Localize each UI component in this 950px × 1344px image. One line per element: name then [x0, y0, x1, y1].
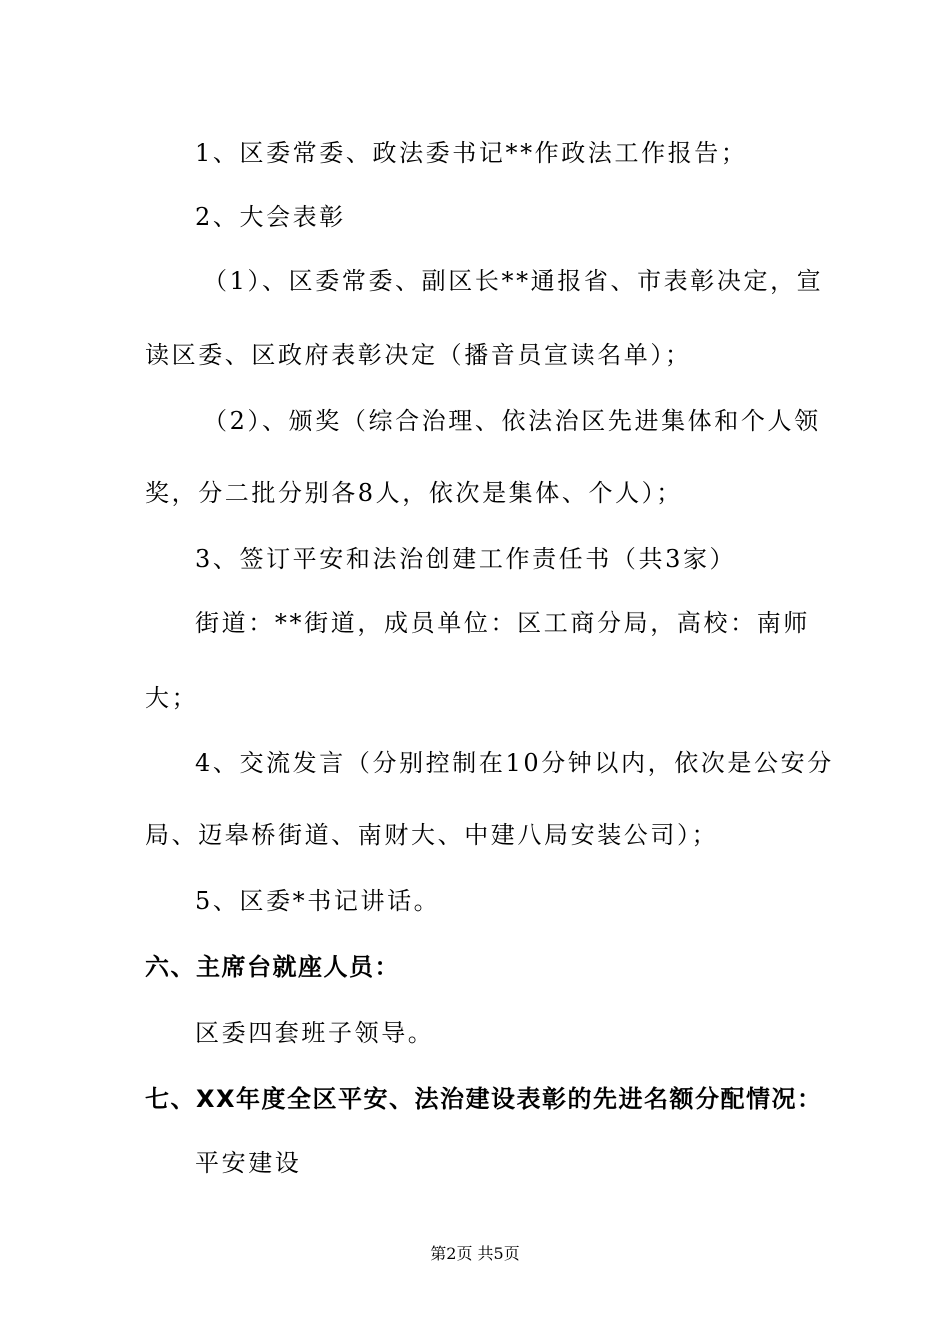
agenda-item-2-2-line-2: 奖，分二批分别各8人，依次是集体、个人）； — [145, 479, 683, 507]
page-number-footer: 第2页 共5页 — [430, 1244, 520, 1263]
agenda-item-2-2-line-1: （2）、颁奖（综合治理、依法治区先进集体和个人领 — [203, 407, 821, 435]
section-six-body: 区委四套班子领导。 — [195, 1019, 435, 1047]
agenda-item-3-detail-line-1: 街道：**街道，成员单位：区工商分局，高校：南师 — [195, 609, 810, 637]
agenda-item-4-line-2: 局、迈皋桥街道、南财大、中建八局安装公司）； — [145, 821, 719, 849]
agenda-item-2-1-line-2: 读区委、区政府表彰决定（播音员宣读名单）； — [145, 341, 692, 369]
agenda-item-1: 1、区委常委、政法委书记**作政法工作报告； — [195, 139, 748, 167]
agenda-item-4-line-1: 4、交流发言（分别控制在10分钟以内，依次是公安分 — [195, 749, 834, 777]
section-six-heading: 六、主席台就座人员： — [145, 953, 400, 981]
agenda-item-3: 3、签订平安和法治创建工作责任书（共3家） — [195, 545, 737, 573]
agenda-item-3-detail-line-2: 大； — [145, 684, 199, 712]
agenda-item-2: 2、大会表彰 — [195, 203, 346, 231]
agenda-item-5: 5、区委*书记讲话。 — [195, 887, 441, 915]
section-seven-body: 平安建设 — [195, 1149, 302, 1177]
agenda-item-2-1-line-1: （1）、区委常委、副区长**通报省、市表彰决定，宣 — [203, 267, 824, 295]
section-seven-heading: 七、XX年度全区平安、法治建设表彰的先进名额分配情况： — [145, 1085, 823, 1113]
